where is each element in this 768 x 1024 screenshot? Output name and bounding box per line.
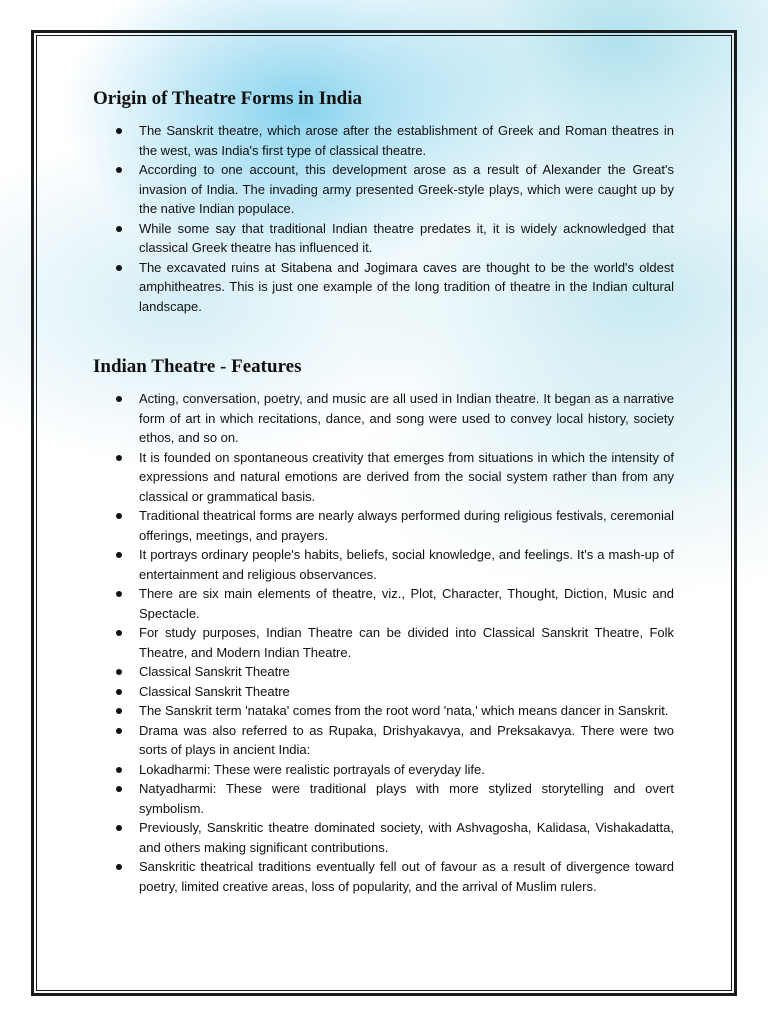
section-title: Origin of Theatre Forms in India xyxy=(93,88,363,109)
list-item: The excavated ruins at Sitabena and Jogimara caves are thought to be the world's oldest amphitheatres. This is just one example of the long tradition of theatre in the Indian cultural landscape. xyxy=(93,258,674,317)
list-item: Traditional theatrical forms are nearly always performed during religious festivals, ceremonial offerings, meetings, and prayers. xyxy=(93,506,674,545)
list-item: Drama was also referred to as Rupaka, Drishyakavya, and Preksakavya. There were two sorts of plays in ancient India: xyxy=(93,721,674,760)
origin-bullet-list xyxy=(93,121,674,316)
list-item: Acting, conversation, poetry, and music are all used in Indian theatre. It began as a narrative form of art in which recitations, dance, and song were used to convey local history, society ethos, and so on. xyxy=(93,389,674,448)
list-item: It portrays ordinary people's habits, beliefs, social knowledge, and feelings. It's a mash-up of entertainment and religious observances. xyxy=(93,545,674,584)
list-item: The Sanskrit term 'nataka' comes from the root word 'nata,' which means dancer in Sanskrit. xyxy=(93,701,674,721)
list-item: Sanskritic theatrical traditions eventually fell out of favour as a result of divergence toward poetry, limited creative areas, loss of popularity, and the arrival of Muslim rulers. xyxy=(93,857,674,896)
list-item: Classical Sanskrit Theatre xyxy=(93,682,674,702)
list-item: There are six main elements of theatre, viz., Plot, Character, Thought, Diction, Music and Spectacle. xyxy=(93,584,674,623)
list-item: Natyadharmi: These were traditional plays with more stylized storytelling and overt symbolism. xyxy=(93,779,674,818)
list-item: It is founded on spontaneous creativity that emerges from situations in which the intensity of expressions and natural emotions are derived from the social system rather than from any classical or grammatical basis. xyxy=(93,448,674,507)
list-item: Lokadharmi: These were realistic portrayals of everyday life. xyxy=(93,760,674,780)
document-body xyxy=(93,86,674,896)
features-bullet-list xyxy=(93,389,674,896)
list-item: For study purposes, Indian Theatre can be divided into Classical Sanskrit Theatre, Folk Theatre, and Modern Indian Theatre. xyxy=(93,623,674,662)
list-item: Classical Sanskrit Theatre xyxy=(93,662,674,682)
list-item: According to one account, this development arose as a result of Alexander the Great's invasion of India. The invading army presented Greek-style plays, which were caught up by the native Indian populace. xyxy=(93,160,674,219)
list-item: Previously, Sanskritic theatre dominated society, with Ashvagosha, Kalidasa, Vishakadatta, and others making significant contributions. xyxy=(93,818,674,857)
list-item: While some say that traditional Indian theatre predates it, it is widely acknowledged that classical Greek theatre has influenced it. xyxy=(93,219,674,258)
section-title: Indian Theatre - Features xyxy=(93,356,302,377)
list-item: The Sanskrit theatre, which arose after the establishment of Greek and Roman theatres in the west, was India's first type of classical theatre. xyxy=(93,121,674,160)
